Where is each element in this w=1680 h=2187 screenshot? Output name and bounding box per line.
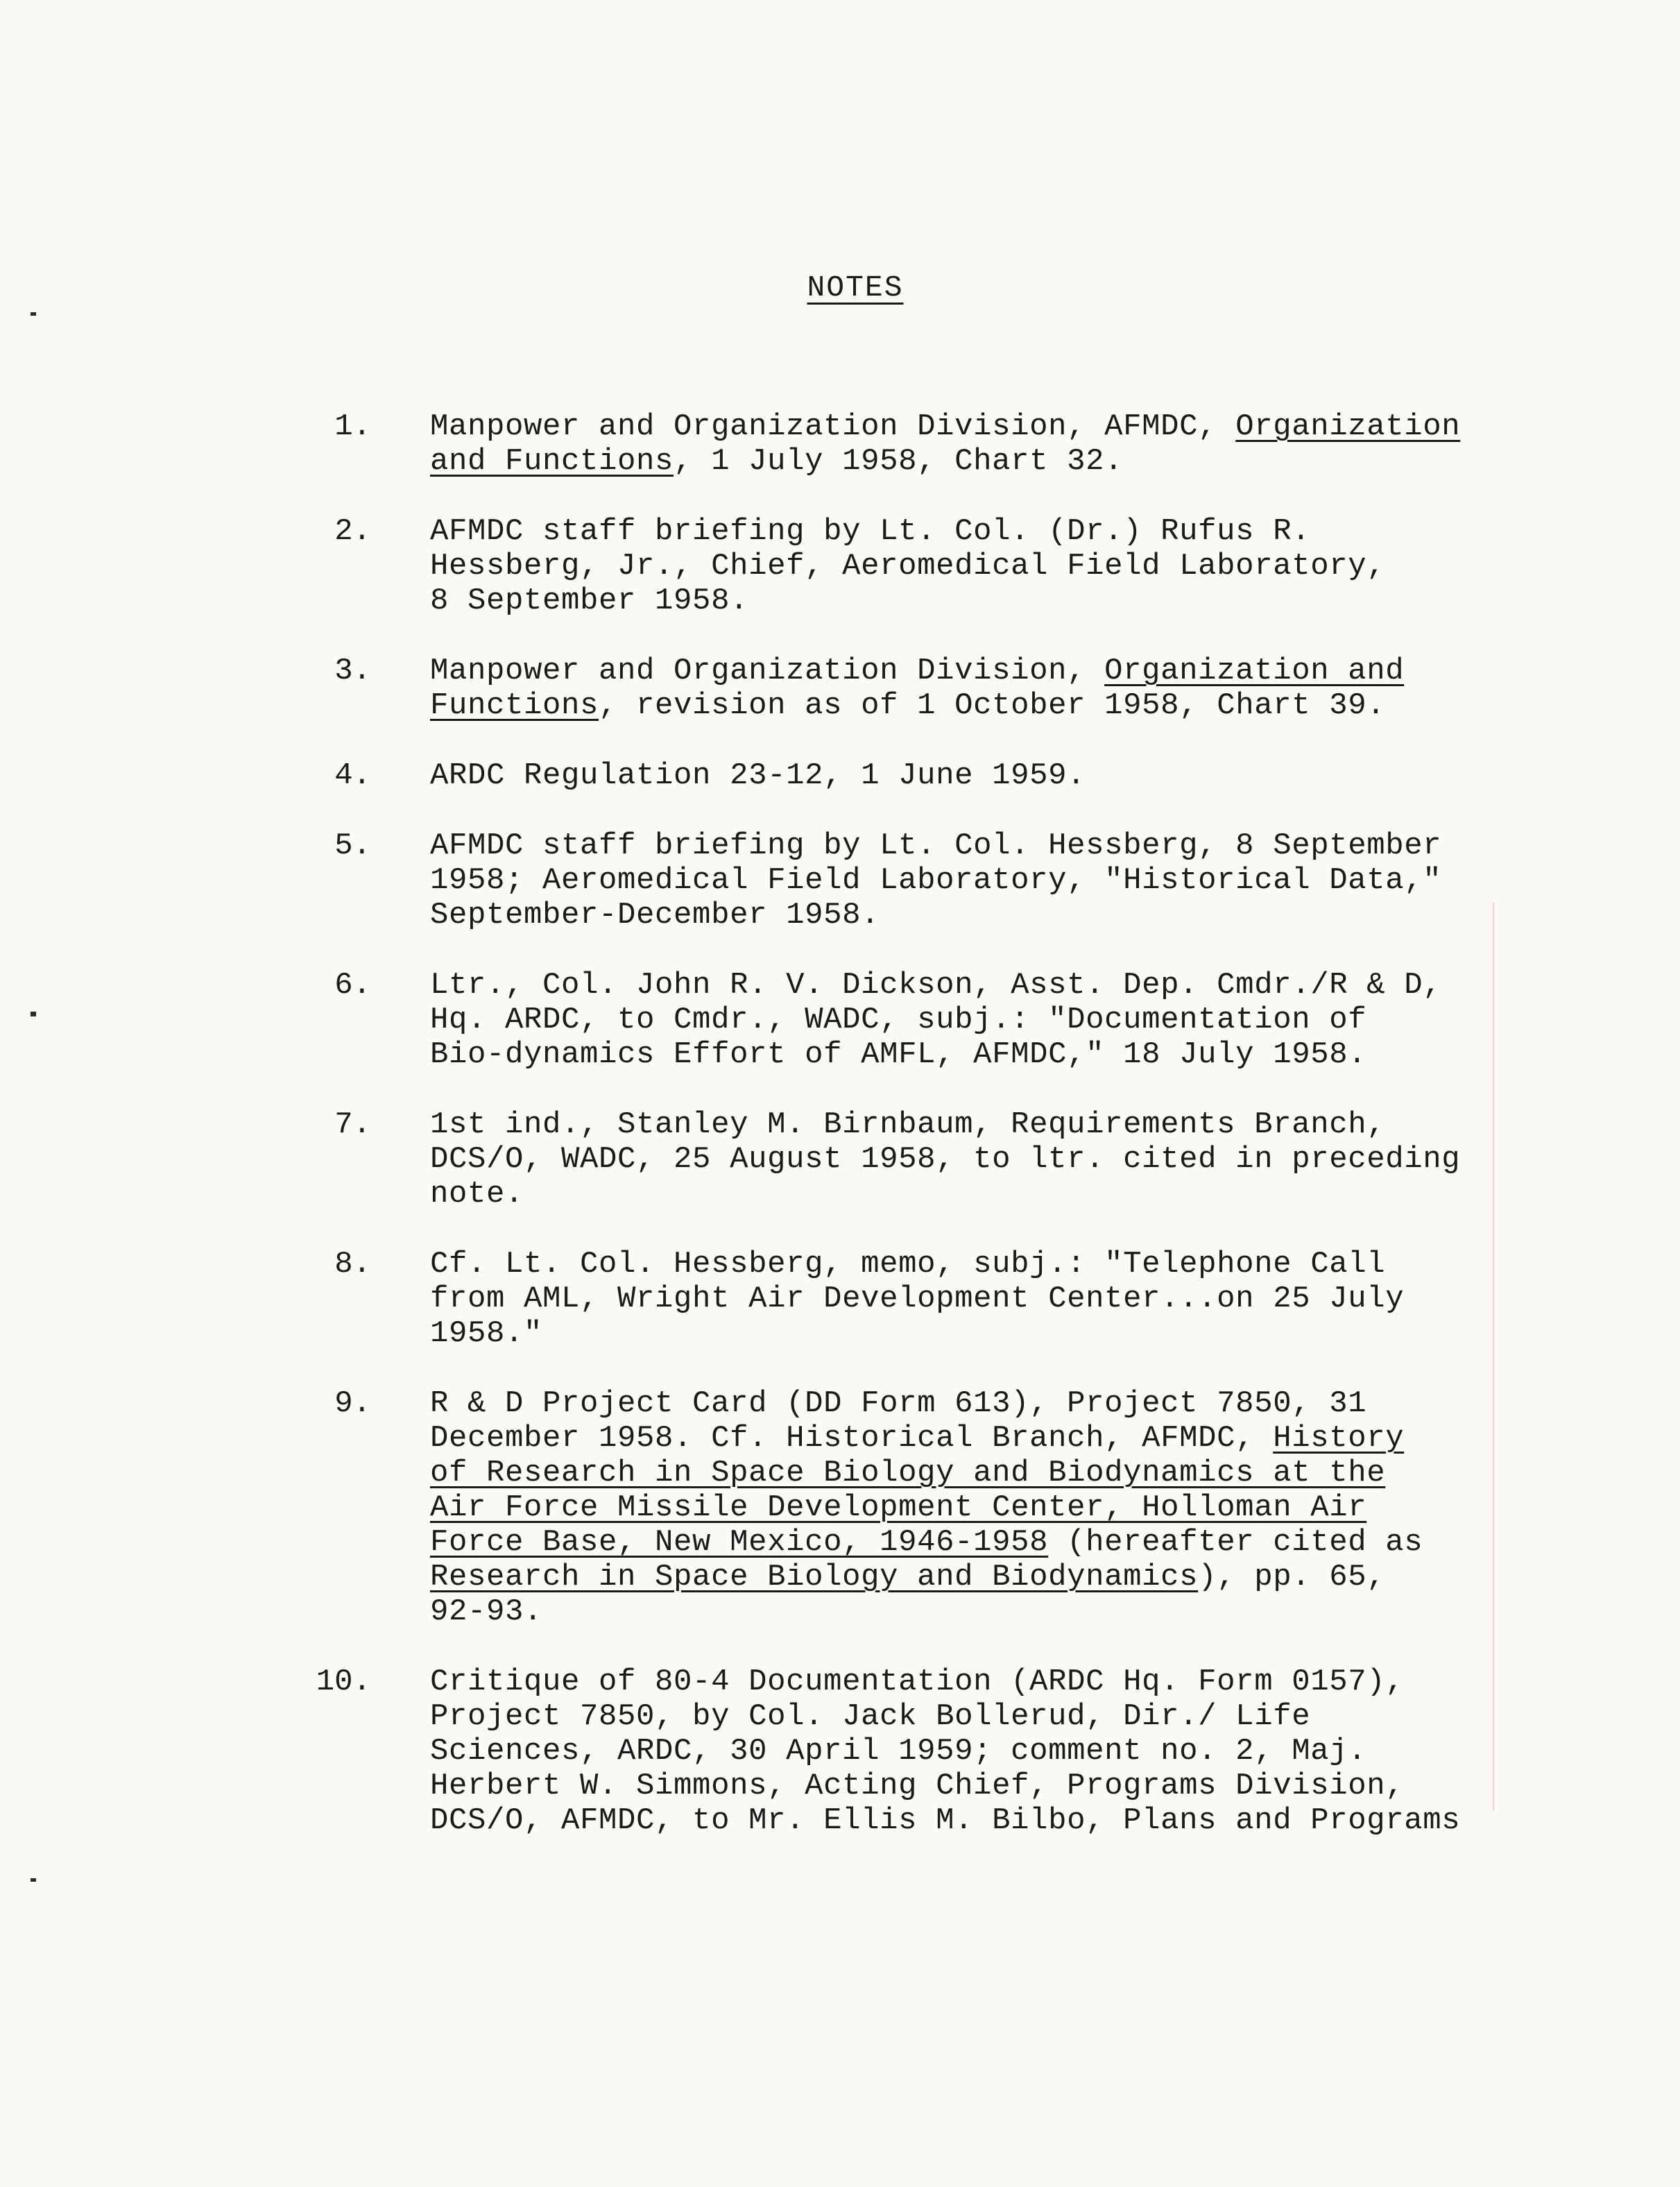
note-text-segment: , revision as of 1 October 1958, Chart 39. — [599, 688, 1386, 723]
note-item — [0, 1386, 1680, 1629]
note-text-segment: , 1 July 1958, Chart 32. — [674, 444, 1124, 479]
note-text — [430, 828, 1484, 933]
note-text — [430, 1247, 1484, 1351]
edge-mark — [31, 1878, 36, 1882]
note-text-segment: Critique of 80-4 Documentation (ARDC Hq. Form 0157), Project 7850, by Col. Jack Bollerud, Dir./ Life Sciences, ARDC, 30 April 1959; comment no. 2, Maj. Herbert W. Simmons, Acting Chief, Programs Division, DCS/O, AFMDC, to Mr. Ellis M. Bilbo, Plans and Programs — [430, 1665, 1461, 1838]
note-text-segment: Manpower and Organization Division, AFMDC, — [430, 409, 1236, 444]
note-item — [0, 1665, 1680, 1838]
note-text-segment: ARDC Regulation 23-12, 1 June 1959. — [430, 758, 1086, 793]
note-text — [430, 514, 1484, 618]
note-text-segment: R & D Project Card (DD Form 613), Project 7850, 31 December 1958. Cf. Historical Branch, AFMDC, — [430, 1386, 1367, 1456]
note-text-segment: AFMDC staff briefing by Lt. Col. (Dr.) Rufus R. Hessberg, Jr., Chief, Aeromedical Field Laboratory, 8 September 1958. — [430, 514, 1386, 618]
note-item — [0, 968, 1680, 1072]
note-item — [0, 654, 1680, 723]
note-text-segment: Manpower and Organization Division, — [430, 654, 1105, 688]
title-text: NOTES — [807, 271, 904, 305]
note-number: 9. — [334, 1386, 371, 1421]
note-item — [0, 828, 1680, 933]
underlined-title: History of Research in Space Biology and Biodynamics at the Air Force Missile Development Center, Holloman Air Force Base, New Mexico, 1946-1958 — [430, 1421, 1405, 1560]
note-number: 8. — [334, 1247, 371, 1282]
note-number: 6. — [334, 968, 371, 1003]
note-number: 1. — [334, 409, 371, 444]
note-text — [430, 654, 1484, 723]
underlined-title: Research in Space Biology and Biodynamics — [430, 1560, 1199, 1594]
note-text-segment: Ltr., Col. John R. V. Dickson, Asst. Dep. Cmdr./R & D, Hq. ARDC, to Cmdr., WADC, subj.: "Documentation of Bio-dynamics Effort of AMFL, AFMDC," 18 July 1958. — [430, 968, 1442, 1072]
note-text — [430, 1665, 1484, 1838]
note-number: 5. — [334, 828, 371, 863]
note-text-segment: 1st ind., Stanley M. Birnbaum, Requirements Branch, DCS/O, WADC, 25 August 1958, to ltr. cited in preceding note. — [430, 1107, 1461, 1211]
note-text-segment: ), pp. 65, 92-93. — [430, 1560, 1386, 1629]
note-number: 4. — [334, 758, 371, 793]
notes-list — [0, 409, 1680, 1873]
note-text — [430, 1386, 1484, 1629]
note-text-segment: Cf. Lt. Col. Hessberg, memo, subj.: "Telephone Call from AML, Wright Air Development Center...on 25 July 1958." — [430, 1247, 1405, 1351]
underlined-title: Organization and Functions — [430, 409, 1461, 479]
note-text-segment: AFMDC staff briefing by Lt. Col. Hessberg, 8 September 1958; Aeromedical Field Laboratory, "Historical Data," September-December 1958. — [430, 828, 1442, 933]
note-text-segment: (hereafter cited as — [1067, 1525, 1423, 1560]
note-item — [0, 514, 1680, 618]
note-item — [0, 1247, 1680, 1351]
page-title — [0, 271, 1680, 305]
edge-mark — [31, 312, 36, 316]
note-item — [0, 409, 1680, 479]
note-number: 3. — [334, 654, 371, 688]
note-text — [430, 1107, 1484, 1211]
note-number: 2. — [334, 514, 371, 549]
underlined-title: Organization and Functions — [430, 654, 1405, 723]
note-text — [430, 968, 1484, 1072]
note-number: 10. — [316, 1665, 371, 1699]
note-text — [430, 409, 1484, 479]
note-text — [430, 758, 1484, 793]
note-item — [0, 1107, 1680, 1211]
note-item — [0, 758, 1680, 793]
note-number: 7. — [334, 1107, 371, 1142]
